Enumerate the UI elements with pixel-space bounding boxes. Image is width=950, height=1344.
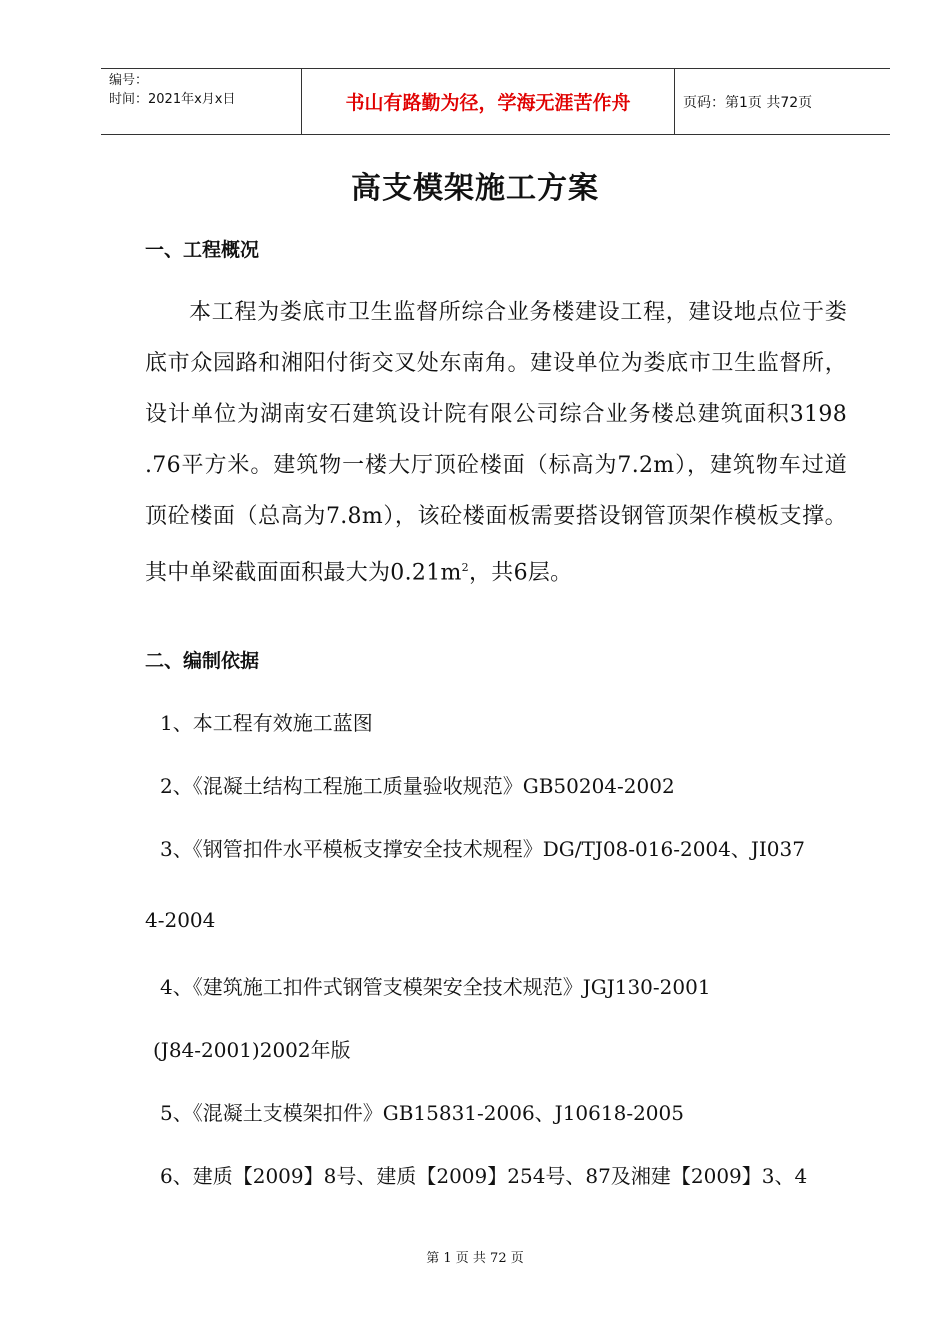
- overview-paragraph: [145, 287, 847, 598]
- basis-item-1: 1、本工程有效施工蓝图: [160, 711, 373, 735]
- basis-item-4: 4、《建筑施工扣件式钢管支模架安全技术规范》JGJ130-2001: [160, 975, 711, 999]
- header-motto: 书山有路勤为径，学海无涯苦作舟: [301, 69, 675, 134]
- basis-item-3-continuation: 4-2004: [145, 908, 216, 932]
- document-title: 高支模架施工方案: [351, 171, 599, 206]
- page-header: [101, 68, 890, 135]
- overview-paragraph-text: 本工程为娄底市卫生监督所综合业务楼建设工程，建设地点位于娄底市众园路和湘阳付街交叉处东南角。建设单位为娄底市卫生监督所，设计单位为湖南安石建筑设计院有限公司综合业务楼总建筑面积3198 .76平方米。建筑物一楼大厅顶砼楼面（标高为7.2m），建筑物车过道顶砼楼面（总高为7.8m），该砼楼面板需要搭设钢管顶架作模板支撑。其中单梁截面面积最大为0.21m: [145, 300, 847, 586]
- basis-item-4-continuation: (J84-2001)2002年版: [153, 1038, 351, 1062]
- basis-item-3: 3、《钢管扣件水平模板支撑安全技术规程》DG/TJ08-016-2004、JI037: [160, 837, 805, 861]
- document-number-label: 编号：: [109, 73, 149, 88]
- superscript-2: 2: [461, 561, 469, 574]
- basis-item-6: 6、建质【2009】8号、建质【2009】254号、87及湘建【2009】3、4: [160, 1164, 808, 1188]
- basis-item-2: 2、《混凝土结构工程施工质量验收规范》GB50204-2002: [160, 774, 675, 798]
- section-heading-basis: 二、编制依据: [145, 650, 260, 672]
- section-heading-overview: 一、工程概况: [145, 239, 260, 261]
- header-meta: [101, 69, 301, 134]
- header-page-info: 页码：第1页 共72页: [683, 94, 813, 111]
- overview-paragraph-tail: ，共6层。: [468, 560, 573, 586]
- document-date: 时间：2021年x月x日: [109, 92, 236, 107]
- basis-item-5: 5、《混凝土支模架扣件》GB15831-2006、J10618-2005: [160, 1101, 684, 1125]
- page-footer: 第 1 页 共 72 页: [426, 1251, 524, 1266]
